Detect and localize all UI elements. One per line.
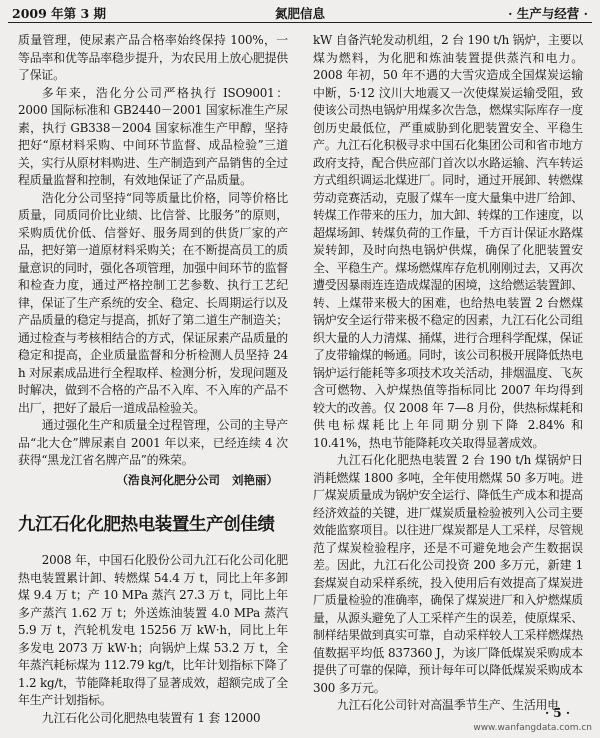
right-column bbox=[313, 32, 583, 715]
paragraph: 九江石化化肥热电装置 2 台 190 t/h 煤锅炉日消耗燃煤 1800 多吨，全年使用燃煤 50 多万吨。进厂煤炭质量成为锅炉安全运行、降低生产成本和提高经济效益的关键，进厂煤炭质量检验被列入公司主要效能监察项目。以往进厂煤炭都是人工采样，尽管规范了煤炭检验程序，还是不可避免地会产生数据误差。因此，九江石化公司投资 200 多万元，新建 1 套煤炭自动采样系统，投入使用后有效提高了煤炭进厂质量检验的准确率，确保了煤炭进厂和入炉燃煤质量，从源头避免了人工采样产生的误差，使原煤采、制样结果做到真实可靠，自动采样较人工采样燃煤热值数据平均低 837360 J，为该厂降低煤炭采购成本提供了可靠的保障，预计每年可以降低煤炭采购成本 300 多万元。 bbox=[313, 453, 583, 695]
journal-title: 氮肥信息 bbox=[274, 6, 326, 21]
paragraph: 通过强化生产和质量全过程管理，公司的主导产品“北大仓”牌尿素自 2001 年以来，已经连续 4 次获得“黑龙江省名牌产品”的殊荣。 bbox=[18, 418, 288, 467]
paragraph: kW 自备汽轮发动机组，2 台 190 t/h 锅炉，主要以煤为燃料，为化肥和炼油装置提供蒸汽和电力。2008 年初，50 年不遇的大雪灾造成全国煤炭运输中断，5·12 汶川大地震又一次使煤炭运输受阻，致使该公司热电锅炉用煤多次告急，燃煤实际库存一度创历史最低位，严重威胁到化肥装置安全、平稳生产。九江石化积极寻求中国石化集团公司和省市地方政府支持，配合供应部门首次以水路运输、汽车转运方式组织调运北煤进厂。同时，通过开展卸、转燃煤劳动竞赛活动，克服了煤车一度大量集中进厂给卸、转煤工作带来的压力，加大卸、转煤的工作速度，以超煤场卸、转煤负荷的工作量，千方百计保证水路煤炭转卸，及时向热电锅炉供煤，确保了化肥装置安全、平稳生产。煤场燃煤库存危机刚刚过去，又再次遭受因暴雨连连造成煤湿的困境，这给燃运装置卸、转、上煤带来极大的困难，也给热电装置 2 台燃煤锅炉安全运行带来极不稳定的因素，九江石化公司组织大量的人力清煤、捅煤，进行合理科学配煤，保证了皮带输煤的畅通。同时，该公司积极开展降低热电锅炉运行能耗等多项技术攻关活动，排烟温度、飞灰含可燃物、入炉煤热值等指标同比 2007 年均得到较大的改善。仅 2008 年 7—8 月份，供热标煤耗和供电标煤耗比上年同期分别下降 2.84% 和 10.41%，热电节能降耗攻关取得显著成效。 bbox=[313, 33, 583, 450]
paragraph: 浩化分公司坚持“同等质量比价格，同等价格比质量，同质同价比业绩、比信誉、比服务”的原则，采购质优价低、信誉好、服务周到的供货厂家的产品，把好第一道原材料采购关；在不断提高员工的质量意识的同时，强化各项管理，加强中间环节的监督和检查力度，通过严格控制工艺参数、执行工艺纪律，保证了生产系统的安全、稳定、长周期运行以及产品质量的稳定与提高，抓好了第二道生产制造关；通过检查与考核相结合的方式，保证尿素产品质量的稳定和提高，企业质量监督和分析检测人员坚持 24 h 对尿素成品进行全程取样、检测分析，发现问题及时解决，做到不合格的产品不入库、不入库的产品不出厂，把好了最后一道成品检验关。 bbox=[18, 190, 288, 415]
paragraph: 质量管理，使尿素产品合格率始终保持 100%，一等品率和优等品率稳步提升，为农民用上放心肥提供了保证。 bbox=[18, 33, 288, 82]
article-byline bbox=[18, 472, 288, 490]
article-headline: 九江石化化肥热电装置生产创佳绩 bbox=[18, 515, 275, 535]
byline-author: 刘艳丽） bbox=[232, 472, 278, 487]
site-watermark: www.wanfangdata.com.cn bbox=[473, 723, 592, 733]
page-number: · 5 · bbox=[544, 706, 570, 720]
byline-organization: （浩良河化肥分公司 bbox=[116, 472, 220, 487]
paragraph: 2008 年，中国石化股份公司九江石化公司化肥热电装置累计卸、转燃煤 54.4 万 t，同比上年多卸煤 9.4 万 t；产 10 MPa 蒸汽 27.3 万 t，同比上年多产蒸汽 1.62 万 t；外送炼油装置 4.0 MPa 蒸汽 5.9 万 t，汽轮机发电 15256 万 kW·h，同比上年多发电 2073 万 kW·h；向锅炉上煤 53.2 万 t，全年蒸汽耗标煤为 112.79 kg/t，比年计划指标下降了 1.2 kg/t，节能降耗取得了显著成效，超额完成了全年生产计划指标。 bbox=[18, 553, 288, 707]
left-column bbox=[18, 32, 288, 727]
paragraph: 多年来，浩化分公司严格执行 ISO9001：2000 国际标准和 GB2440－2001 国家标准生产尿素，执行 GB338－2004 国家标准生产甲醇，坚持把好“原材料采购、中间环节监督、成品检验”三道关，实行从原材料购进、生产制造到产品销售的全过程质量监督和控制，有效地保证了产品质量。 bbox=[18, 85, 288, 187]
issue-label: 2009 年第 3 期 bbox=[12, 6, 107, 21]
paragraph: 九江石化公司针对高温季节生产、生活用电 bbox=[336, 698, 559, 712]
section-label: · 生产与经营 · bbox=[508, 6, 588, 21]
page-header bbox=[8, 0, 592, 23]
paragraph: 九江石化公司化肥热电装置有 1 套 12000 bbox=[41, 710, 261, 725]
